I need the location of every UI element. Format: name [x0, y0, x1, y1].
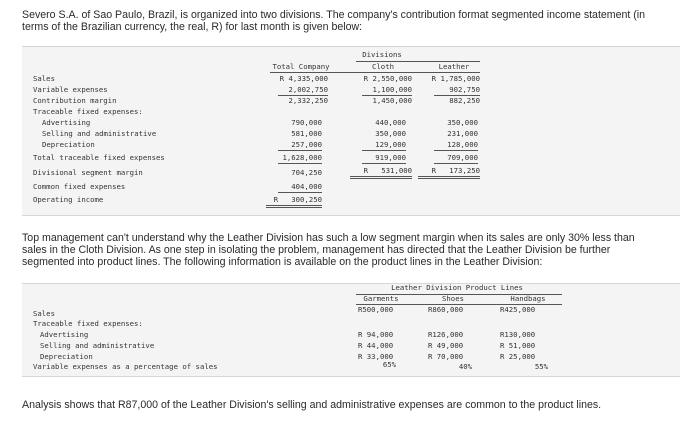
leather-variable: 902,750	[434, 85, 480, 96]
total-variable: 2,002,750	[278, 85, 328, 96]
intro-line-2: terms of the Brazilian currency, the real, R) for last month is given below:	[22, 21, 363, 33]
pl-label-depreciation: Depreciation	[40, 352, 93, 361]
leather-selling: 231,000	[447, 129, 478, 138]
row-label-operating-income: Operating income	[33, 195, 104, 204]
divisions-header: Divisions	[362, 50, 402, 59]
col-header-cloth: Cloth	[372, 62, 394, 71]
row-label-common-fixed: Common fixed expenses	[33, 182, 126, 191]
row-label-selling: Selling and administrative	[42, 129, 157, 138]
shoes-advertising: R126,000	[428, 330, 464, 339]
shoes-selling: R 49,000	[428, 341, 464, 350]
total-depreciation: 257,000	[278, 140, 322, 151]
pl-label-selling: Selling and administrative	[40, 341, 155, 350]
leather-advertising: 350,000	[447, 118, 478, 127]
cloth-variable: 1,100,000	[362, 85, 412, 96]
col-header-total: Total Company	[272, 62, 330, 71]
shoes-variable-pct: 40%	[458, 362, 472, 371]
cloth-cm: 1,450,000	[372, 96, 412, 105]
total-common-fixed: 404,000	[278, 182, 322, 193]
handbags-variable-pct: 55%	[534, 362, 548, 371]
row-label-sales: Sales	[33, 74, 55, 83]
handbags-depreciation: R 25,000	[500, 352, 536, 361]
row-label-total-traceable: Total traceable fixed expenses	[33, 153, 165, 162]
total-sales: R 4,335,000	[279, 74, 328, 83]
middle-line-1: Top management can't understand why the Leather Division has such a low segment margin when its sales are only 30% less than	[22, 232, 635, 244]
footer-line: Analysis shows that R87,000 of the Leather Division's selling and administrative expenses are common to the product lines.	[22, 399, 602, 411]
leather-cm: 882,250	[449, 96, 480, 105]
col-header-leather: Leather	[438, 62, 470, 71]
row-label-segment-margin: Divisional segment margin	[33, 168, 143, 177]
middle-line-2: sales in the Cloth Division. As one step in isolating the problem, management has directed that the Leather Division be further	[22, 244, 611, 256]
garments-advertising: R 94,000	[358, 330, 394, 339]
shoes-sales: R860,000	[428, 305, 464, 314]
pl-label-advertising: Advertising	[40, 330, 89, 339]
leather-sales: R 1,785,000	[431, 74, 480, 83]
total-traceable-total: 1,628,000	[278, 153, 322, 164]
garments-depreciation: R 33,000	[358, 352, 394, 361]
total-cm: 2,332,250	[288, 96, 328, 105]
garments-selling: R 44,000	[358, 341, 394, 350]
total-segment-margin: 704,250	[291, 168, 322, 177]
garments-sales: R500,000	[358, 305, 394, 314]
product-lines-header: Leather Division Product Lines	[391, 283, 523, 292]
col-header-shoes: Shoes	[442, 294, 464, 303]
row-label-variable: Variable expenses	[33, 85, 108, 94]
cloth-traceable-total: 919,000	[362, 153, 406, 164]
leather-segment-margin: R 173,250	[418, 166, 480, 179]
cloth-selling: 350,000	[375, 129, 406, 138]
leather-depreciation: 128,000	[434, 140, 478, 151]
pl-label-variable-pct: Variable expenses as a percentage of sales	[33, 362, 218, 371]
cloth-segment-margin: R 531,000	[350, 166, 412, 179]
cloth-advertising: 440,000	[375, 118, 406, 127]
row-label-cm: Contribution margin	[33, 96, 117, 105]
pl-label-sales: Sales	[33, 309, 55, 318]
col-header-garments: Garments	[363, 294, 399, 303]
handbags-sales: R425,000	[500, 305, 536, 314]
handbags-advertising: R130,000	[500, 330, 536, 339]
row-label-traceable: Traceable fixed expenses:	[33, 107, 143, 116]
row-label-advertising: Advertising	[42, 118, 91, 127]
total-advertising: 790,000	[291, 118, 322, 127]
total-operating-income: R 300,250	[266, 195, 322, 208]
pl-label-traceable: Traceable fixed expenses:	[33, 319, 143, 328]
footer-paragraph	[22, 399, 601, 411]
cloth-sales: R 2,550,000	[363, 74, 412, 83]
intro-line-1: Severo S.A. of Sao Paulo, Brazil, is organized into two divisions. The company's contribution format segmented income statement (in	[22, 9, 646, 21]
garments-variable-pct: 65%	[382, 360, 396, 369]
total-selling: 581,000	[291, 129, 322, 138]
col-header-handbags: Handbags	[510, 294, 546, 303]
handbags-selling: R 51,000	[500, 341, 536, 350]
shoes-depreciation: R 70,000	[428, 352, 464, 361]
row-label-depreciation: Depreciation	[42, 140, 95, 149]
leather-traceable-total: 709,000	[434, 153, 478, 164]
middle-line-3: segmented into product lines. The following information is available on the product lines in the Leather Division:	[22, 256, 543, 268]
cloth-depreciation: 129,000	[362, 140, 406, 151]
